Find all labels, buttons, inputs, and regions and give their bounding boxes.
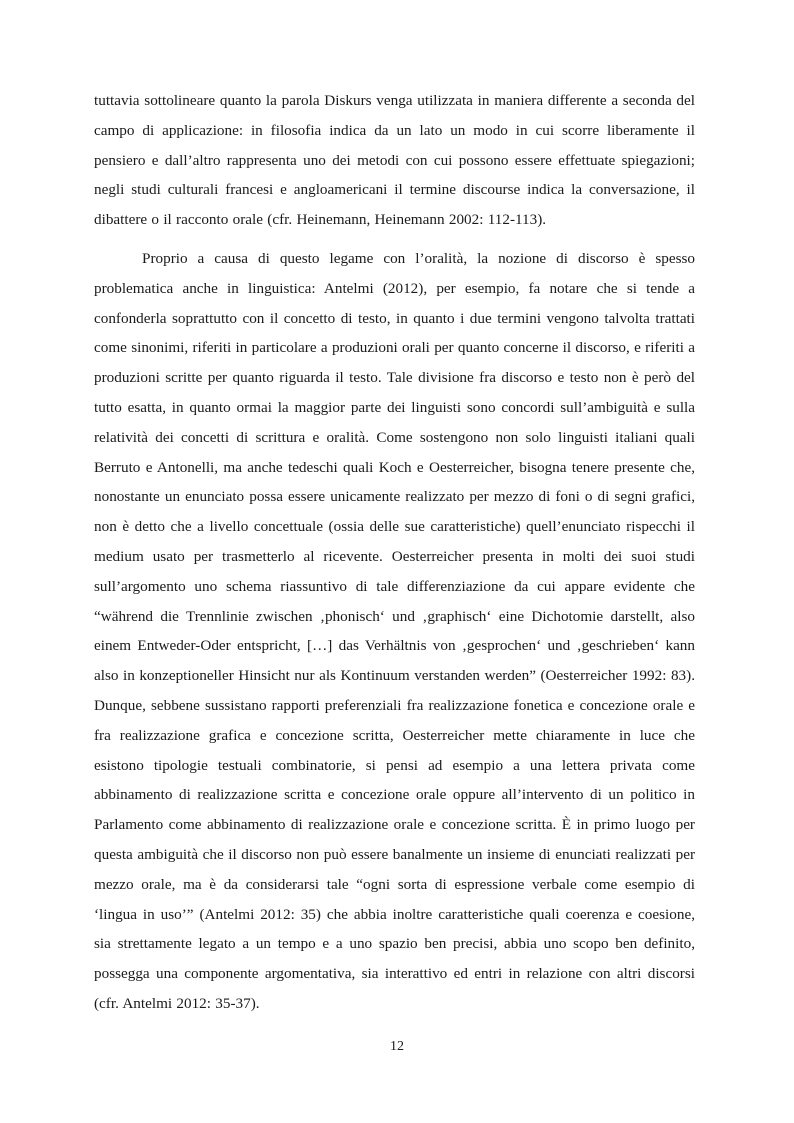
page-number: 12 [390,1039,404,1054]
paragraph-continuation: tuttavia sottolineare quanto la parola Diskurs venga utilizzata in maniera differente a seconda del campo di applicazione: in filosofia indica da un lato un modo in cui scorre liberamente il pensiero e dall’altro rappresenta uno dei metodi con cui possono essere effettuate spiegazioni; negli studi culturali francesi e angloamericani il termine discourse indica la conversazione, il dibattere o il racconto orale (cfr. Heinemann, Heinemann 2002: 112-113). [94,92,695,229]
body-text [94,86,695,1019]
paragraph-discourse-orality: Proprio a causa di questo legame con l’oralità, la nozione di discorso è spesso problematica anche in linguistica: Antelmi (2012), per esempio, fa notare che si tende a confonderla soprattutto con il concetto di testo, in quanto i due termini vengono talvolta trattati come sinonimi, riferiti in particolare a produzioni orali per quanto concerne il discorso, e riferiti a produzioni scritte per quanto riguarda il testo. Tale divisione fra discorso e testo non è però del tutto esatta, in quanto ormai la maggior parte dei linguisti sono concordi sull’ambiguità e sulla relatività dei concetti di scrittura e oralità. Come sostengono non solo linguisti italiani quali Berruto e Antonelli, ma anche tedeschi quali Koch e Oesterreicher, bisogna tenere presente che, nonostante un enunciato possa essere unicamente realizzato per mezzo di foni o di segni grafici, non è detto che a livello concettuale (ossia delle sue caratteristiche) quell’enunciato rispecchi il medium usato per trasmetterlo al ricevente. Oesterreicher presenta in molti dei suoi studi sull’argomento uno schema riassuntivo di tale differenziazione da cui appare evidente che “während die Trennlinie zwischen ‚phonisch‘ und ‚graphisch‘ eine Dichotomie darstellt, also einem Entweder-Oder entspricht, […] das Verhältnis von ‚gesprochen‘ und ‚geschrieben‘ kann also in konzeptioneller Hinsicht nur als Kontinuum verstanden werden” (Oesterreicher 1992: 83). Dunque, sebbene sussistano rapporti preferenziali fra realizzazione fonetica e concezione orale e fra realizzazione grafica e concezione scritta, Oesterreicher mette chiaramente in luce che esistono tipologie testuali combinatorie, si pensi ad esempio a una lettera privata come abbinamento di realizzazione scritta e concezione orale oppure all’intervento di un politico in Parlamento come abbinamento di realizzazione orale e concezione scritta. È in primo luogo per questa ambiguità che il discorso non può essere banalmente un insieme di enunciati realizzati per mezzo orale, ma è da considerarsi tale “ogni sorta di espressione verbale come esempio di ‘lingua in uso’” (Antelmi 2012: 35) che abbia inoltre caratteristiche quali coerenza e coesione, sia strettamente legato a un tempo e a uno spazio ben precisi, abbia uno scopo ben definito, possegga una componente argomentativa, sia interattivo ed entri in relazione con altri discorsi (cfr. Antelmi 2012: 35-37). [94,249,695,1012]
